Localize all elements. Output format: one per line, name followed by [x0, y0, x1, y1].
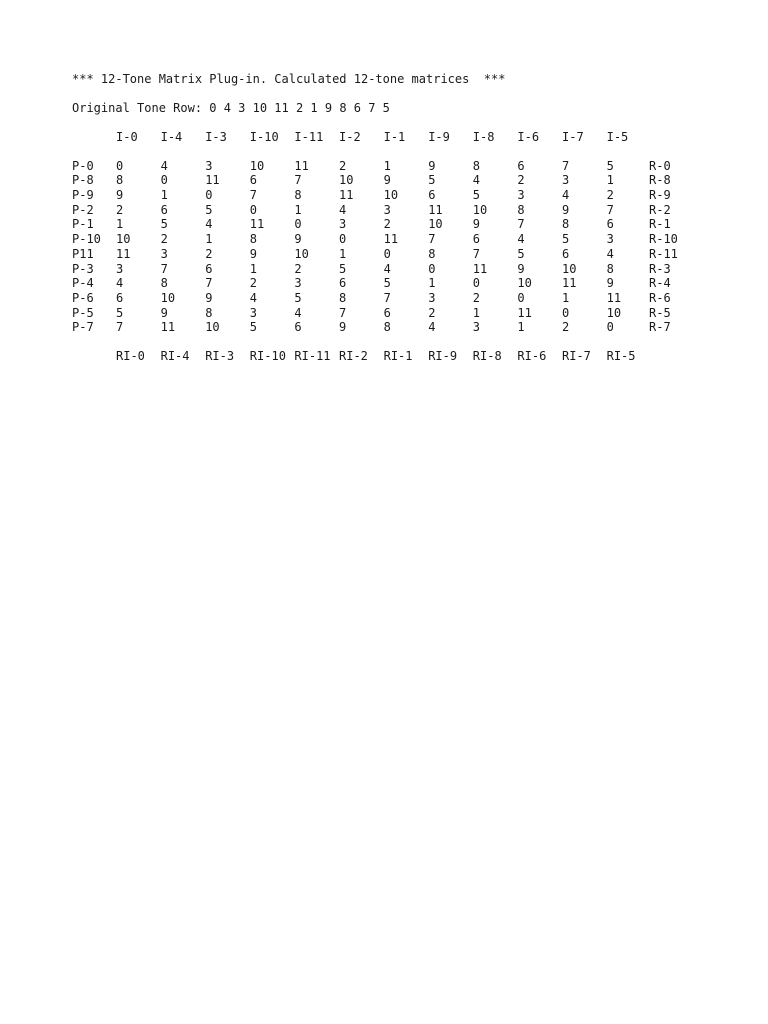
matrix-cell: 10	[562, 261, 577, 276]
inversion-header-row	[72, 130, 712, 145]
matrix-cell: 10	[606, 305, 622, 320]
inversion-header: I-11	[294, 130, 324, 144]
matrix-cell: 11	[160, 320, 176, 335]
matrix-cell: 8	[383, 320, 391, 335]
matrix-row	[72, 247, 712, 262]
matrix-cell: 0	[249, 202, 258, 217]
matrix-cell: 10	[116, 232, 131, 247]
matrix-row	[72, 291, 712, 306]
matrix-cell: 6	[249, 173, 258, 188]
matrix-cell: 2	[606, 188, 614, 203]
prime-row-label: P-9	[72, 188, 94, 203]
matrix-row	[72, 203, 712, 218]
matrix-cell: 0	[517, 290, 525, 305]
matrix-cell: 10	[249, 158, 265, 173]
matrix-cell: 5	[294, 290, 302, 305]
retrograde-inversion-footer: RI-6	[517, 348, 547, 363]
matrix-cell: 9	[472, 217, 481, 232]
matrix-cell: 11	[339, 188, 354, 203]
matrix-cell: 4	[606, 246, 614, 261]
matrix-cell: 4	[116, 276, 124, 291]
matrix-cell: 3	[383, 202, 391, 217]
prime-row-label: P-6	[72, 290, 94, 305]
inversion-header: I-7	[562, 130, 584, 144]
matrix-cell: 11	[383, 232, 399, 247]
matrix-cell: 1	[339, 246, 347, 261]
matrix-cell: 5	[562, 232, 570, 247]
matrix-cell: 5	[517, 246, 525, 261]
matrix-cell: 2	[249, 276, 258, 291]
matrix-cell: 11	[562, 276, 577, 291]
matrix-cell: 2	[472, 290, 481, 305]
matrix-row	[72, 232, 712, 247]
matrix-cell: 11	[116, 246, 131, 261]
matrix-cell: 5	[116, 305, 124, 320]
matrix-cell: 0	[606, 320, 614, 335]
prime-row-label: P-8	[72, 173, 94, 188]
matrix-cell: 3	[606, 232, 614, 247]
matrix-cell: 10	[339, 173, 354, 188]
prime-row-label: P-1	[72, 217, 94, 232]
matrix-cell: 1	[205, 232, 213, 247]
matrix-row	[72, 188, 712, 203]
matrix-cell: 0	[472, 276, 481, 291]
matrix-cell: 9	[294, 232, 302, 247]
matrix-cell: 9	[116, 188, 124, 203]
matrix-cell: 1	[472, 305, 481, 320]
matrix-cell: 8	[160, 276, 168, 291]
matrix-cell: 9	[606, 276, 614, 291]
retrograde-row-label: R-4	[649, 276, 671, 291]
matrix-cell: 7	[339, 305, 347, 320]
retrograde-row-label: R-1	[649, 217, 671, 232]
matrix-cell: 10	[428, 217, 443, 232]
document-title: *** 12-Tone Matrix Plug-in. Calculated 12-tone matrices ***	[72, 72, 506, 86]
matrix-cell: 2	[339, 158, 347, 173]
matrix-cell: 1	[160, 188, 168, 203]
retrograde-row-label: R-6	[649, 290, 671, 305]
matrix-cell: 11	[472, 261, 488, 276]
matrix-cell: 3	[339, 217, 347, 232]
matrix-cell: 3	[160, 246, 168, 261]
matrix-cell: 9	[249, 246, 258, 261]
matrix-cell: 2	[517, 173, 525, 188]
matrix-cell: 9	[562, 202, 570, 217]
matrix-cell: 3	[294, 276, 302, 291]
original-tone-row-values: 0 4 3 10 11 2 1 9 8 6 7 5	[209, 101, 390, 115]
matrix-cell: 1	[562, 290, 570, 305]
matrix-cell: 7	[562, 158, 570, 173]
matrix-cell: 0	[116, 158, 124, 173]
matrix-cell: 3	[205, 158, 213, 173]
matrix-cell: 4	[249, 290, 258, 305]
matrix-cell: 4	[517, 232, 525, 247]
matrix-cell: 10	[517, 276, 532, 291]
matrix-cell: 4	[160, 158, 168, 173]
prime-row-label: P-4	[72, 276, 94, 291]
retrograde-row-label: R-9	[649, 188, 671, 203]
matrix-row	[72, 276, 712, 291]
matrix-cell: 1	[116, 217, 124, 232]
matrix-cell: 0	[562, 305, 570, 320]
matrix-cell: 6	[205, 261, 213, 276]
inversion-header: I-6	[517, 130, 540, 144]
matrix-cell: 11	[249, 217, 265, 232]
matrix-cell: 3	[249, 305, 258, 320]
matrix-cell: 6	[606, 217, 614, 232]
matrix-cell: 7	[472, 246, 481, 261]
matrix-cell: 4	[294, 305, 302, 320]
matrix-cell: 6	[517, 158, 525, 173]
matrix-cell: 3	[472, 320, 481, 335]
inversion-header: I-5	[606, 130, 629, 144]
inversion-header: I-4	[160, 130, 183, 144]
matrix-cell: 0	[428, 261, 436, 276]
matrix-cell: 2	[160, 232, 168, 247]
original-tone-row	[72, 101, 712, 116]
matrix-cell: 3	[428, 290, 436, 305]
matrix-cell: 9	[517, 261, 525, 276]
prime-row-label: P-2	[72, 202, 94, 217]
matrix-cell: 1	[383, 158, 391, 173]
matrix-cell: 11	[294, 158, 309, 173]
matrix-cell: 2	[383, 217, 391, 232]
matrix-cell: 0	[160, 173, 168, 188]
matrix-cell: 8	[562, 217, 570, 232]
matrix-cell: 5	[606, 158, 614, 173]
matrix-cell: 10	[472, 202, 488, 217]
matrix-cell: 5	[339, 261, 347, 276]
matrix-row	[72, 173, 712, 188]
matrix-cell: 7	[517, 217, 525, 232]
matrix-document	[72, 72, 712, 364]
matrix-cell: 2	[294, 261, 302, 276]
prime-row-label: P-10	[72, 232, 101, 247]
original-tone-row-label: Original Tone Row:	[72, 101, 203, 115]
matrix-cell: 2	[428, 305, 436, 320]
matrix-cell: 6	[472, 232, 481, 247]
matrix-cell: 4	[562, 188, 570, 203]
matrix-row	[72, 262, 712, 277]
retrograde-row-label: R-5	[649, 305, 671, 320]
matrix-cell: 2	[116, 202, 124, 217]
matrix-cell: 10	[205, 320, 220, 335]
prime-row-label: P11	[72, 246, 94, 261]
retrograde-row-label: R-0	[649, 158, 671, 173]
matrix-cell: 4	[205, 217, 213, 232]
matrix-cell: 4	[339, 202, 347, 217]
matrix-cell: 11	[205, 173, 220, 188]
matrix-cell: 4	[383, 261, 391, 276]
matrix-cell: 3	[116, 261, 124, 276]
inversion-header: I-9	[428, 130, 450, 144]
matrix-cell: 6	[116, 290, 124, 305]
prime-row-label: P-5	[72, 305, 94, 320]
matrix-cell: 5	[472, 188, 481, 203]
matrix-cell: 7	[606, 202, 614, 217]
matrix-cell: 7	[294, 173, 302, 188]
prime-row-label: P-0	[72, 158, 94, 173]
matrix-cell: 1	[606, 173, 614, 188]
matrix-cell: 8	[606, 261, 614, 276]
retrograde-inversion-footer: RI-10	[249, 348, 286, 363]
matrix-cell: 1	[517, 320, 525, 335]
inversion-header: I-2	[339, 130, 361, 144]
matrix-cell: 8	[472, 158, 481, 173]
matrix-cell: 7	[116, 320, 124, 335]
matrix-cell: 7	[205, 276, 213, 291]
matrix-cell: 9	[160, 305, 168, 320]
matrix-cell: 9	[428, 158, 436, 173]
inversion-header: I-10	[249, 130, 279, 144]
matrix-cell: 11	[517, 305, 532, 320]
matrix-cell: 7	[249, 188, 258, 203]
matrix-cell: 2	[562, 320, 570, 335]
matrix-row	[72, 306, 712, 321]
retrograde-row-label: R-10	[649, 232, 678, 247]
matrix-cell: 10	[160, 290, 176, 305]
matrix-cell: 9	[383, 173, 391, 188]
matrix-cell: 6	[294, 320, 302, 335]
matrix-cell: 10	[294, 246, 309, 261]
matrix-cell: 7	[383, 290, 391, 305]
retrograde-inversion-footer: RI-9	[428, 348, 458, 363]
matrix-cell: 6	[562, 246, 570, 261]
matrix-cell: 0	[294, 217, 302, 232]
retrograde-row-label: R-8	[649, 173, 671, 188]
matrix-cell: 4	[472, 173, 481, 188]
retrograde-inversion-footer: RI-8	[472, 348, 502, 363]
matrix-cell: 6	[160, 202, 168, 217]
matrix-cell: 8	[249, 232, 258, 247]
matrix-cell: 1	[294, 202, 302, 217]
retrograde-inversion-footer: RI-3	[205, 348, 235, 363]
matrix-row	[72, 217, 712, 232]
inversion-header: I-0	[116, 130, 138, 144]
inversion-header: I-3	[205, 130, 227, 144]
matrix-cell: 5	[383, 276, 391, 291]
matrix-cell: 0	[205, 188, 213, 203]
matrix-cell: 9	[205, 290, 213, 305]
retrograde-inversion-footer: RI-7	[562, 348, 591, 363]
matrix-cell: 8	[116, 173, 124, 188]
matrix-row	[72, 159, 712, 174]
matrix-cell: 6	[339, 276, 347, 291]
retrograde-inversion-footer: RI-5	[606, 348, 636, 363]
matrix-cell: 0	[339, 232, 347, 247]
matrix-cell: 11	[428, 202, 443, 217]
inversion-header: I-1	[383, 130, 406, 144]
retrograde-row-label: R-2	[649, 202, 671, 217]
matrix-cell: 8	[339, 290, 347, 305]
retrograde-inversion-footer: RI-2	[339, 348, 368, 363]
matrix-cell: 8	[294, 188, 302, 203]
retrograde-inversion-footer: RI-11	[294, 348, 331, 363]
matrix-cell: 7	[428, 232, 436, 247]
inversion-header: I-8	[472, 130, 495, 144]
matrix-cell: 6	[383, 305, 391, 320]
matrix-cell: 8	[517, 202, 525, 217]
retrograde-row-label: R-3	[649, 261, 671, 276]
matrix-cell: 11	[606, 290, 622, 305]
matrix-cell: 6	[428, 188, 436, 203]
matrix-cell: 1	[249, 261, 258, 276]
matrix-cell: 5	[160, 217, 168, 232]
matrix-cell: 3	[517, 188, 525, 203]
prime-row-label: P-7	[72, 320, 94, 335]
matrix-cell: 1	[428, 276, 436, 291]
matrix-cell: 10	[383, 188, 399, 203]
retrograde-inversion-footer: RI-0	[116, 348, 145, 363]
matrix-cell: 7	[160, 261, 168, 276]
retrograde-inversion-footer: RI-1	[383, 348, 413, 363]
retrograde-row-label: R-7	[649, 320, 671, 335]
retrograde-inversion-footer: RI-4	[160, 348, 190, 363]
matrix-cell: 9	[339, 320, 347, 335]
matrix-cell: 8	[428, 246, 436, 261]
matrix-cell: 8	[205, 305, 213, 320]
matrix-cell: 0	[383, 246, 391, 261]
retrograde-inversion-footer-row	[72, 349, 712, 364]
matrix-body	[72, 159, 712, 335]
matrix-row	[72, 320, 712, 335]
prime-row-label: P-3	[72, 261, 94, 276]
matrix-cell: 2	[205, 246, 213, 261]
matrix-cell: 3	[562, 173, 570, 188]
matrix-cell: 5	[428, 173, 436, 188]
matrix-cell: 4	[428, 320, 436, 335]
matrix-cell: 5	[249, 320, 258, 335]
retrograde-row-label: R-11	[649, 246, 678, 261]
matrix-cell: 5	[205, 202, 213, 217]
